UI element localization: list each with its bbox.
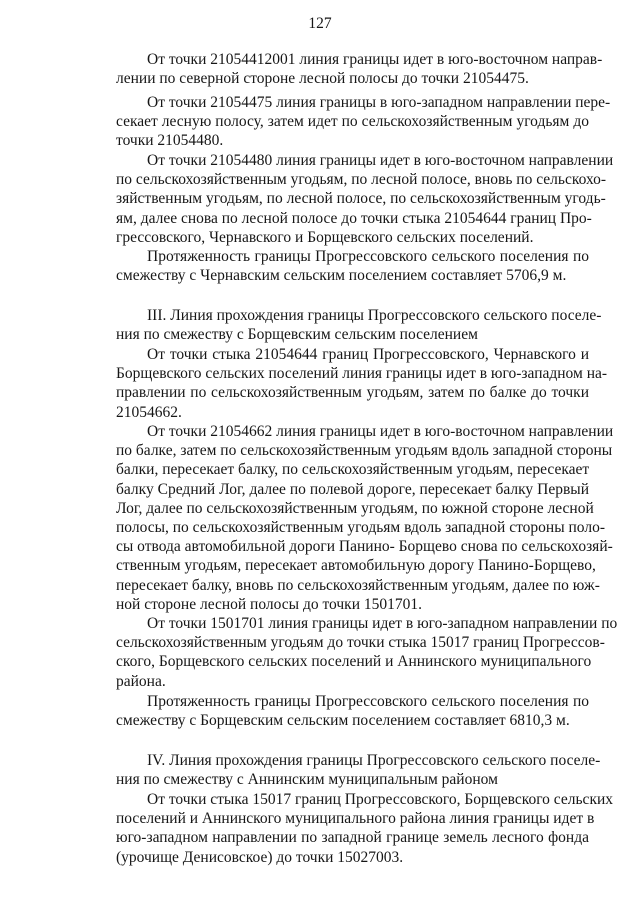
paragraph-5 [116, 345, 608, 422]
text-line: сельскохозяйственным угодьям до точки стыка 15017 границ Прогрессов- [116, 634, 605, 652]
text-line: 21054662. [116, 403, 182, 421]
section-heading-iii [116, 306, 602, 344]
paragraph-6 [116, 422, 614, 614]
section-heading-iv [116, 751, 601, 789]
text-line: пересекает балку, вновь по сельскохозяйственным угодьям, далее по юж- [116, 576, 600, 594]
text-line: полосы, по сельскохозяйственным угодьям вдоль западной стороны поло- [116, 518, 605, 536]
text-line: точки 21054480. [116, 132, 224, 150]
text-line: От точки 21054475 линия границы в юго-западном направлении пере- [147, 94, 611, 111]
text-line: поселений и Аннинского муниципального района линия границы идет в [116, 810, 595, 828]
text-line: От точки 1501701 линия границы идет в юго-западном направлении по [147, 615, 618, 632]
text-line: юго-западном направлении по западной границе земель лесного фонда [116, 829, 589, 847]
text-line: Протяженность границы Прогрессовского сельского поселения по [147, 248, 589, 265]
page-number: 127 [308, 15, 332, 32]
text-line: ной стороне лесной полосы до точки 1501701. [116, 595, 422, 613]
heading-line: IV. Линия прохождения границы Прогрессовского сельского поселе- [147, 752, 601, 769]
text-line: От точки 21054662 линия границы идет в юго-восточном направлении [147, 423, 614, 440]
text-line: правлении по сельскохозяйственным угодьям, затем по балке до точки [116, 384, 589, 402]
paragraph-3 [116, 151, 614, 247]
paragraph-4 [116, 247, 589, 285]
text-line: ям, далее снова по лесной полосе до точки стыка 21054644 границ Про- [116, 209, 592, 227]
text-line: смежеству с Борщевским сельским поселением составляет 6810,3 м. [116, 712, 570, 730]
text-line: От точки стыка 21054644 границ Прогрессовского, Чернавского и [147, 346, 589, 363]
text-line: (урочище Денисовское) до точки 15027003. [116, 848, 404, 866]
text-line: Лог, далее по сельскохозяйственным угодьям, по южной стороне лесной [116, 499, 594, 517]
paragraph-2 [116, 93, 611, 151]
text-line: От точки 21054412001 линия границы идет в юго-восточном направ- [147, 51, 603, 68]
text-line: ственным угодьям, пересекает автомобильную дорогу Панино-Борщево, [116, 557, 596, 575]
paragraph-8 [116, 692, 589, 730]
text-line: сы отвода автомобильной дороги Панино- Борщево снова по сельскохозяй- [116, 538, 613, 556]
text-line: От точки 21054480 линия границы идет в юго-восточном направлении [147, 152, 614, 169]
text-line: грессовского, Чернавского и Борщевского сельских поселений. [116, 228, 534, 246]
text-line: по балке, затем по сельскохозяйственным угодьям вдоль западной стороны [116, 442, 613, 460]
text-line: ского, Борщевского сельских поселений и Аннинского муниципального [116, 653, 592, 671]
text-line: смежеству с Чернавским сельским поселением составляет 5706,9 м. [116, 267, 567, 285]
text-line: района. [116, 672, 166, 690]
text-line: по сельскохозяйственным угодьям, по лесной полосе, вновь по сельскохо- [116, 171, 607, 189]
text-line: Борщевского сельских поселений линия границы идет в юго-западном на- [116, 365, 608, 383]
paragraph-9 [116, 790, 614, 867]
paragraph-7 [116, 614, 618, 691]
text-line: Протяженность границы Прогрессовского сельского поселения по [147, 693, 589, 710]
text-line: балку Средний Лог, далее по полевой дороге, пересекает балку Первый [116, 480, 589, 498]
paragraph-1 [116, 50, 603, 88]
heading-line: III. Линия прохождения границы Прогрессовского сельского поселе- [147, 307, 602, 324]
heading-line: ния по смежеству с Аннинским муниципальным районом [116, 771, 498, 789]
text-line: балки, пересекает балку, по сельскохозяйственным угодьям, пересекает [116, 461, 590, 479]
text-line: секает лесную полосу, затем идет по сельскохозяйственным угодьям до [116, 113, 589, 131]
text-line: зяйственным угодьям, по лесной полосе, по сельскохозяйственным угодь- [116, 190, 606, 208]
text-line: лении по северной стороне лесной полосы до точки 21054475. [116, 70, 529, 88]
text-line: От точки стыка 15017 границ Прогрессовского, Борщевского сельских [147, 791, 614, 808]
heading-line: ния по смежеству с Борщевским сельским поселением [116, 326, 478, 344]
